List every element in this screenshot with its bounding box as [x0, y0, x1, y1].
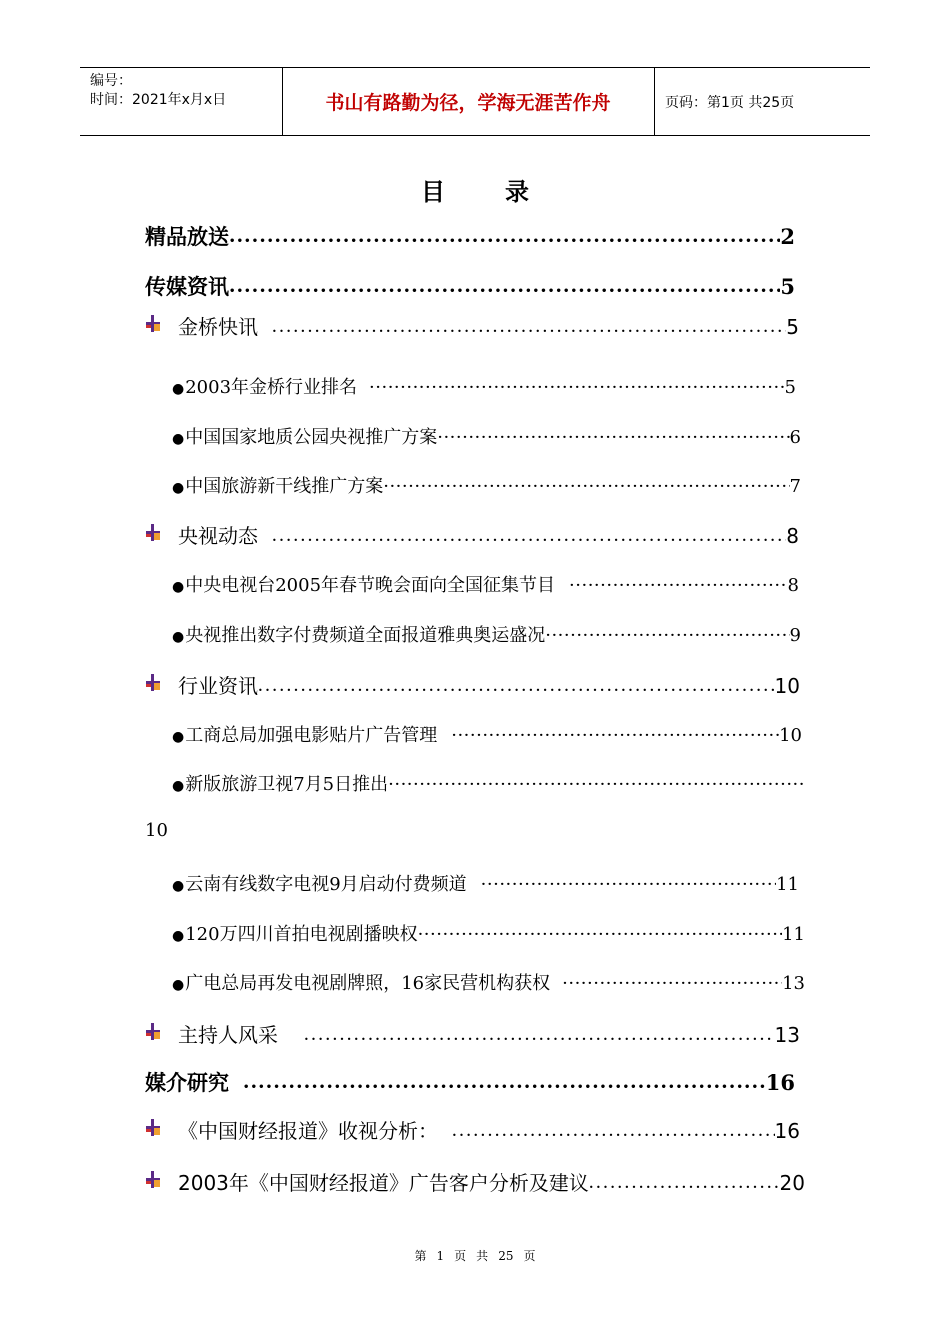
- page-footer: [0, 1247, 950, 1264]
- dot-bullet-icon: ●: [172, 431, 185, 447]
- toc-entry-page: 16: [774, 1119, 800, 1143]
- toc-entry-label: 央视动态: [178, 524, 258, 548]
- toc-entry[interactable]: [172, 373, 796, 399]
- toc-entry-page: 10: [774, 674, 800, 698]
- toc-entry-page: 10: [779, 725, 802, 746]
- arrow-cross-bullet-icon: [143, 522, 163, 544]
- toc-entry-label: 央视推出数字付费频道全面报道雅典奥运盛况: [185, 625, 546, 646]
- toc-entry[interactable]: [178, 1019, 800, 1048]
- toc-entry[interactable]: [172, 423, 801, 449]
- toc-entry[interactable]: [145, 221, 795, 251]
- footer-text: 共: [476, 1249, 489, 1263]
- toc-entry-page: 9: [789, 625, 801, 646]
- arrow-cross-bullet-icon: [143, 1169, 163, 1191]
- toc-leader: [383, 476, 789, 497]
- toc-title-char: 目: [421, 178, 445, 206]
- toc-entry-label: 中国旅游新干线推广方案: [185, 476, 384, 497]
- toc-entry-page: 20: [779, 1171, 805, 1195]
- toc-entry[interactable]: [178, 520, 799, 549]
- toc-entry[interactable]: [172, 721, 802, 747]
- header-page-info: 页码：第1页 共25页: [665, 94, 795, 111]
- toc-leader: [258, 674, 775, 698]
- toc-leader: [272, 524, 786, 548]
- toc-leader: [589, 1171, 780, 1195]
- toc-entry-label: 120万四川首拍电视剧播映权: [185, 924, 418, 945]
- toc-leader: [243, 1071, 766, 1095]
- arrow-cross-bullet-icon: [143, 672, 163, 694]
- header-motto: 书山有路勤为径，学海无涯苦作舟: [325, 92, 611, 114]
- toc-leader: [272, 315, 786, 339]
- dot-bullet-icon: ●: [172, 977, 185, 993]
- toc-entry-page: 5: [780, 274, 795, 299]
- toc-entry[interactable]: [172, 571, 799, 597]
- dot-bullet-icon: ●: [172, 778, 185, 794]
- toc-leader: [451, 725, 779, 746]
- toc-entry[interactable]: [172, 621, 801, 647]
- toc-entry[interactable]: [178, 670, 800, 699]
- toc-entry-page: 7: [789, 476, 801, 497]
- toc-leader: [369, 377, 785, 398]
- toc-entry[interactable]: [178, 311, 799, 340]
- toc-leader: [545, 625, 789, 646]
- toc-title: [0, 172, 950, 207]
- date-label: 时间：2021年x月x日: [90, 92, 227, 108]
- toc-entry[interactable]: [172, 920, 805, 946]
- toc-entry[interactable]: [145, 1067, 795, 1097]
- toc-entry-label: 媒介研究: [145, 1071, 229, 1095]
- document-header: [80, 67, 870, 136]
- toc-entry-label: 传媒资讯: [145, 275, 229, 299]
- toc-entry-label: 工商总局加强电影贴片广告管理: [185, 725, 438, 746]
- toc-title-char: 录: [505, 178, 529, 206]
- footer-text: 页: [523, 1249, 536, 1263]
- toc-entry-page: 8: [787, 575, 799, 596]
- arrow-cross-bullet-icon: [143, 1021, 163, 1043]
- toc-leader: [481, 874, 776, 895]
- toc-entry-page: 11: [782, 924, 805, 945]
- dot-bullet-icon: ●: [172, 878, 185, 894]
- toc-entry-page: 6: [789, 427, 801, 448]
- dot-bullet-icon: ●: [172, 729, 185, 745]
- number-label: 编号：: [90, 73, 132, 89]
- toc-entry[interactable]: [178, 1115, 800, 1144]
- toc-entry[interactable]: [145, 271, 795, 301]
- arrow-cross-bullet-icon: [143, 1117, 163, 1139]
- toc-entry-label: 主持人风采: [178, 1023, 278, 1047]
- toc-entry-page: 2: [780, 224, 795, 249]
- toc-entry-label: 金桥快讯: [178, 315, 258, 339]
- toc-entry-label: 云南有线数字电视9月启动付费频道: [185, 874, 467, 895]
- toc-entry[interactable]: [172, 770, 804, 796]
- toc-entry-page-wrapped[interactable]: [145, 820, 168, 841]
- toc-entry-page: 5: [784, 377, 796, 398]
- toc-entry-label: 2003年金桥行业排名: [185, 377, 358, 398]
- footer-text: 页: [454, 1249, 467, 1263]
- toc-entry-label: 中国国家地质公园央视推广方案: [185, 427, 438, 448]
- toc-entry-label: 广电总局再发电视剧牌照，16家民营机构获权: [185, 973, 551, 994]
- toc-entry-page: 13: [774, 1023, 800, 1047]
- toc-entry[interactable]: [172, 870, 799, 896]
- toc-entry-label: 精品放送: [145, 225, 229, 249]
- dot-bullet-icon: ●: [172, 928, 185, 944]
- toc-leader: [569, 575, 788, 596]
- dot-bullet-icon: ●: [172, 480, 185, 496]
- toc-entry[interactable]: [172, 472, 801, 498]
- dot-bullet-icon: ●: [172, 579, 185, 595]
- toc-entry-label: 2003年《中国财经报道》广告客户分析及建议: [178, 1171, 589, 1195]
- toc-leader: [437, 427, 789, 448]
- toc-entry-label: 新版旅游卫视7月5日推出: [185, 774, 389, 795]
- toc-entry-label: 中央电视台2005年春节晚会面向全国征集节目: [185, 575, 556, 596]
- footer-text: 第: [414, 1249, 427, 1263]
- toc-entry-label: 《中国财经报道》收视分析：: [178, 1119, 438, 1143]
- header-meta: [80, 68, 282, 135]
- toc-entry-page: 13: [782, 973, 805, 994]
- toc-entry-page: 16: [765, 1070, 795, 1095]
- toc-entry-page: 5: [786, 315, 799, 339]
- dot-bullet-icon: ●: [172, 381, 185, 397]
- toc-leader: [452, 1119, 775, 1143]
- toc-leader: [229, 225, 780, 249]
- toc-leader: [229, 275, 780, 299]
- toc-entry[interactable]: [172, 969, 805, 995]
- toc-leader: [304, 1023, 775, 1047]
- toc-leader: [418, 924, 783, 945]
- toc-leader: [388, 774, 804, 795]
- footer-total-pages: 25: [498, 1249, 514, 1263]
- toc-entry-page: 11: [776, 874, 799, 895]
- dot-bullet-icon: ●: [172, 629, 185, 645]
- arrow-cross-bullet-icon: [143, 313, 163, 335]
- footer-page-number: 1: [436, 1249, 445, 1263]
- toc-entry-label: 行业资讯: [178, 674, 258, 698]
- toc-leader: [562, 973, 782, 994]
- toc-entry[interactable]: [178, 1167, 805, 1196]
- toc-entry-page: 10: [145, 820, 168, 841]
- toc-entry-page: 8: [786, 524, 799, 548]
